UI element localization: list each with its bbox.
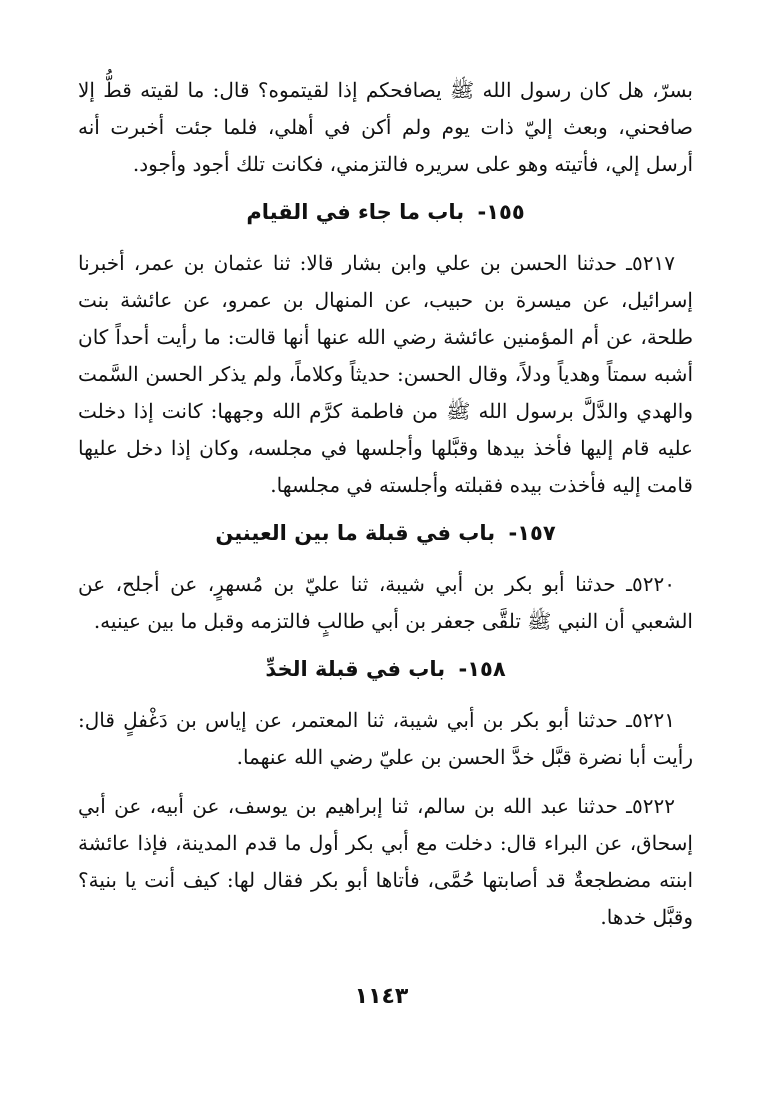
chapter-title: باب في قبلة ما بين العينين xyxy=(215,521,496,545)
chapter-title: باب ما جاء في القيام xyxy=(246,200,465,224)
chapter-heading-157 xyxy=(78,518,693,548)
page-number: ١١٤٣ xyxy=(354,984,409,1009)
chapter-heading-155 xyxy=(78,197,693,227)
hadith-5222: ٥٢٢٢ـ حدثنا عبد الله بن سالم، ثنا إبراهيم بن يوسف، عن أبيه، عن أبي إسحاق، عن البراء قال: دخلت مع أبي بكر أول ما قدم المدينة، فإذا عائشة ابنته مضطجعةٌ قد أصابتها حُمَّى، فأتاها أبو بكر فقال لها: كيف أنت يا بنية؟ وقبَّل خدها. xyxy=(78,794,693,929)
chapter-heading-158 xyxy=(78,654,693,684)
chapter-title: باب في قبلة الخدِّ xyxy=(265,657,446,681)
intro-paragraph: بسرّ، هل كان رسول الله ﷺ يصافحكم إذا لقيتموه؟ قال: ما لقيته قطُّ إلا صافحني، وبعث إليّ ذات يوم ولم أكن في أهلي، فلما جئت أخبرت أنه أرسل إلي، فأتيته وهو على سريره فالتزمني، فكانت تلك أجود وأجود. xyxy=(78,78,693,176)
chapter-number: ١٥٨- xyxy=(458,657,506,681)
book-page xyxy=(78,72,693,948)
hadith-5221: ٥٢٢١ـ حدثنا أبو بكر بن أبي شيبة، ثنا المعتمر، عن إياس بن دَغْفلٍ قال: رأيت أبا نضرة قبَّل خدَّ الحسن بن عليّ رضي الله عنهما. xyxy=(78,708,693,769)
hadith-5217: ٥٢١٧ـ حدثنا الحسن بن علي وابن بشار قالا: ثنا عثمان بن عمر، أخبرنا إسرائيل، عن ميسرة بن حبيب، عن المنهال بن عمرو، عن عائشة بنت طلحة، عن أم المؤمنين عائشة رضي الله عنها أنها قالت: ما رأيت أحداً كان أشبه سمتاً وهدياً ودلاً، وقال الحسن: حديثاً وكلاماً، ولم يذكر الحسن السَّمت والهدي والدَّلَّ برسول الله ﷺ من فاطمة كرَّم الله وجهها: كانت إذا دخلت عليه قام إليها فأخذ بيدها وقبَّلها وأجلسها في مجلسه، وكان إذا دخل عليها قامت إليه فأخذت بيده فقبلته وأجلسته في مجلسها. xyxy=(78,251,693,497)
chapter-number: ١٥٧- xyxy=(508,521,556,545)
chapter-number: ١٥٥- xyxy=(477,200,525,224)
hadith-5220: ٥٢٢٠ـ حدثنا أبو بكر بن أبي شيبة، ثنا عليّ بن مُسهرٍ، عن أجلح، عن الشعبي أن النبي ﷺ تلقَّى جعفر بن أبي طالبٍ فالتزمه وقبل ما بين عينيه. xyxy=(78,572,693,633)
